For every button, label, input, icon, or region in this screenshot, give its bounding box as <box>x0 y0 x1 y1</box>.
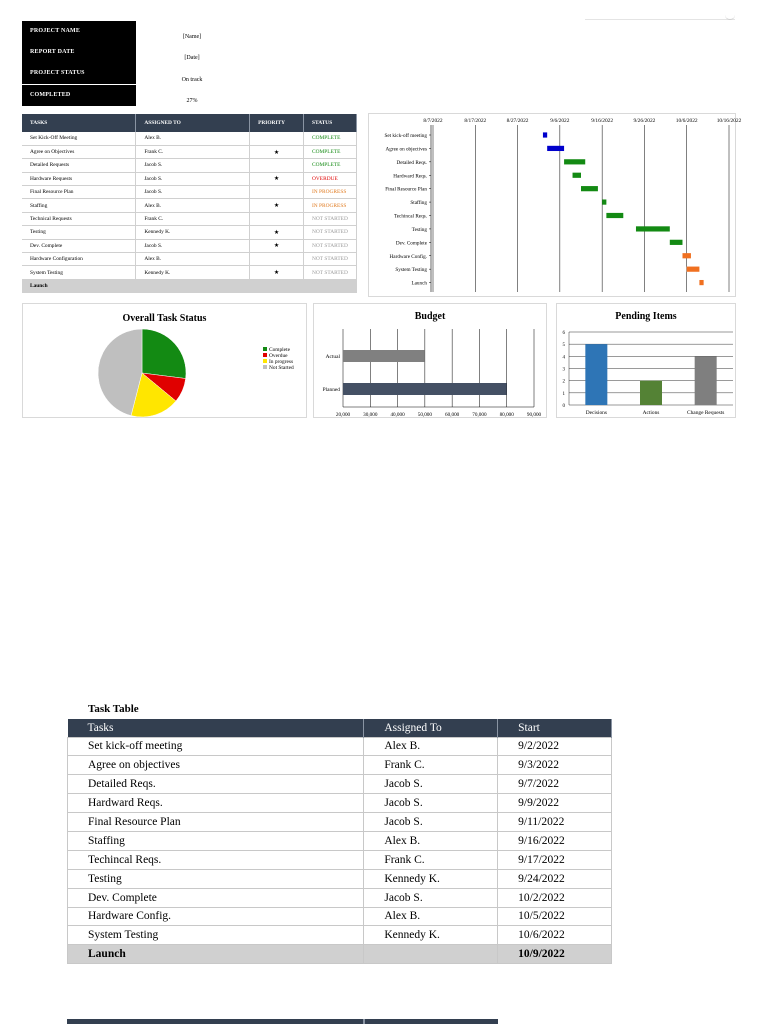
task-cell: Set Kick-Off Meeting <box>22 132 136 145</box>
gantt-bar <box>670 240 683 245</box>
table-row <box>22 253 357 266</box>
pie-svg <box>23 304 306 417</box>
assigned-cell: Jacob S. <box>136 239 250 252</box>
table-header-row <box>22 114 357 132</box>
assigned-cell: Jacob S. <box>364 794 498 813</box>
start-cell: 10/2/2022 <box>498 888 612 907</box>
status-cell: COMPLETE <box>304 145 357 158</box>
status-cell: IN PROGRESS <box>304 186 357 199</box>
task-cell: Hardware Config. <box>68 907 364 926</box>
gantt-x-tick-label: 10/16/2022 <box>716 118 742 124</box>
task-cell: Testing <box>68 869 364 888</box>
gantt-x-tick-label: 8/27/2022 <box>506 118 529 124</box>
project-status-value: On track <box>181 77 203 83</box>
start-cell: 9/9/2022 <box>498 794 612 813</box>
assigned-cell: Jacob S. <box>364 813 498 832</box>
table-row <box>68 831 612 850</box>
pending-svg <box>557 304 735 417</box>
budget-x-tick-label: 20,000 <box>335 412 351 418</box>
assigned-cell: Alex B. <box>364 907 498 926</box>
start-cell: 9/24/2022 <box>498 869 612 888</box>
status-cell: NOT STARTED <box>304 239 357 252</box>
gantt-x-tick-label: 9/16/2022 <box>591 118 614 124</box>
priority-star: ★ <box>250 145 304 158</box>
legend-swatch <box>263 353 267 357</box>
top-right-divider <box>585 19 735 20</box>
assigned-cell: Jacob S. <box>364 888 498 907</box>
gantt-task-label: Testing <box>411 226 427 233</box>
task-cell: Final Resource Plan <box>22 186 136 199</box>
table-row <box>22 266 357 279</box>
task-cell: Detailed Requests <box>22 159 136 172</box>
assigned-cell <box>364 945 498 964</box>
task-cell: Dev. Complete <box>22 239 136 252</box>
priority-star <box>250 279 304 292</box>
gantt-bar <box>699 280 703 285</box>
gantt-x-tick-label: 8/17/2022 <box>464 118 487 124</box>
task-cell: Technical Requests <box>22 212 136 225</box>
assigned-cell: Alex B. <box>136 132 250 145</box>
col-assigned: ASSIGNED TO <box>136 114 250 132</box>
start-cell: 9/2/2022 <box>498 737 612 756</box>
pending-bar <box>640 381 662 405</box>
budget-title: Budget <box>414 311 446 322</box>
project-status-label: PROJECT STATUS <box>22 63 136 84</box>
task-cell: Launch <box>68 945 364 964</box>
assigned-cell: Frank C. <box>364 850 498 869</box>
gantt-x-tick-label: 9/26/2022 <box>633 118 656 124</box>
gantt-x-tick-label: 8/7/2022 <box>423 118 443 124</box>
col-status: STATUS <box>304 114 357 132</box>
gantt-bar <box>682 253 690 258</box>
pending-y-tick-label: 0 <box>562 404 565 409</box>
table-row <box>22 212 357 225</box>
assigned-cell: Kennedy K. <box>136 266 250 279</box>
gantt-task-label: Detailed Reqs. <box>396 159 427 166</box>
budget-x-tick-label: 70,000 <box>472 412 487 418</box>
legend-swatch <box>263 347 267 351</box>
budget-x-tick-label: 90,000 <box>526 412 542 418</box>
pending-bar <box>695 356 717 405</box>
gantt-bar <box>602 199 606 204</box>
status-cell: IN PROGRESS <box>304 199 357 212</box>
pie-slice <box>142 329 186 379</box>
assigned-cell: Frank C. <box>136 145 250 158</box>
gantt-bar <box>636 226 670 231</box>
start-cell: 10/9/2022 <box>498 945 612 964</box>
task-cell: Set kick-off meeting <box>68 737 364 756</box>
col-assigned-to: Assigned To <box>364 719 498 737</box>
table-row <box>22 239 357 252</box>
pending-category-label: Actions <box>642 410 660 416</box>
table-row <box>68 869 612 888</box>
budget-svg <box>314 304 546 417</box>
gantt-svg <box>369 114 742 296</box>
completed-value: 27% <box>186 98 198 104</box>
budget-category-label: Actual <box>325 354 340 360</box>
status-cell: NOT STARTED <box>304 212 357 225</box>
task-table <box>67 719 612 964</box>
table-row <box>68 794 612 813</box>
priority-star <box>250 212 304 225</box>
gantt-task-label: Final Resource Plan <box>385 186 427 193</box>
task-cell: Hardware Configuration <box>22 253 136 266</box>
assigned-cell: Alex B. <box>364 831 498 850</box>
assigned-cell: Frank C. <box>136 212 250 225</box>
gantt-task-label: System Testing <box>395 267 427 274</box>
task-cell: Final Resource Plan <box>68 813 364 832</box>
pending-y-tick-label: 1 <box>562 391 565 397</box>
table-row <box>22 226 357 239</box>
col-tasks: Tasks <box>68 719 364 737</box>
pending-category-label: Decisions <box>585 410 607 416</box>
budget-bar <box>343 383 507 395</box>
task-cell: System Testing <box>22 266 136 279</box>
gantt-task-label: Agree on objectives <box>385 146 427 153</box>
assigned-cell: Frank C. <box>364 756 498 775</box>
pending-y-tick-label: 3 <box>562 367 565 373</box>
priority-star: ★ <box>250 239 304 252</box>
assigned-cell: Jacob S. <box>136 159 250 172</box>
task-cell: Staffing <box>22 199 136 212</box>
gantt-chart <box>368 113 742 297</box>
table-row <box>22 279 357 292</box>
budget-x-tick-label: 40,000 <box>390 412 405 418</box>
legend-label: In progress <box>269 359 294 365</box>
task-cell: Hardware Requests <box>22 172 136 185</box>
pending-y-tick-label: 6 <box>562 331 565 336</box>
legend-label: Overdue <box>269 353 288 359</box>
assigned-cell: Jacob S. <box>136 172 250 185</box>
priority-star <box>250 132 304 145</box>
task-cell: Testing <box>22 226 136 239</box>
budget-x-tick-label: 60,000 <box>445 412 460 418</box>
legend-swatch <box>263 359 267 363</box>
pending-items-panel <box>556 303 736 418</box>
col-tasks: TASKS <box>22 114 136 132</box>
priority-star <box>250 253 304 266</box>
assigned-cell: Alex B. <box>136 199 250 212</box>
status-cell: OVERDUE <box>304 172 357 185</box>
pending-y-tick-label: 4 <box>562 355 565 361</box>
assigned-cell: Kennedy K. <box>364 869 498 888</box>
task-cell: Staffing <box>68 831 364 850</box>
col-priority: PRIORITY <box>250 114 304 132</box>
gantt-bar <box>606 213 623 218</box>
project-name-value: [Name] <box>182 34 202 40</box>
status-cell: COMPLETE <box>304 159 357 172</box>
gantt-task-label: Hardware Config. <box>389 253 427 260</box>
table-row <box>68 926 612 945</box>
table-row <box>68 775 612 794</box>
start-cell: 10/5/2022 <box>498 907 612 926</box>
pending-y-tick-label: 5 <box>562 343 565 349</box>
task-table-title: Task Table <box>88 703 139 715</box>
gantt-task-label: Staffing <box>410 200 427 207</box>
assigned-cell: Jacob S. <box>364 775 498 794</box>
task-cell: Agree on objectives <box>68 756 364 775</box>
gantt-bar <box>547 146 564 151</box>
table-row <box>22 172 357 185</box>
gantt-bar <box>581 186 598 191</box>
budget-x-tick-label: 80,000 <box>499 412 514 418</box>
table-row <box>22 186 357 199</box>
status-cell: NOT STARTED <box>304 253 357 266</box>
gantt-task-label: Hardward Reqs. <box>393 173 427 180</box>
priority-star: ★ <box>250 199 304 212</box>
gantt-bar <box>687 267 700 272</box>
table-row <box>68 907 612 926</box>
task-cell: Agree on Objectives <box>22 145 136 158</box>
task-status-table <box>22 114 357 293</box>
table-row <box>22 159 357 172</box>
budget-bar <box>343 350 425 362</box>
legend-swatch <box>263 365 267 369</box>
priority-star: ★ <box>250 226 304 239</box>
assigned-cell: Alex B. <box>136 253 250 266</box>
next-table-header-divider <box>363 1019 365 1024</box>
priority-star <box>250 159 304 172</box>
assigned-cell <box>136 279 250 292</box>
pending-y-tick-label: 2 <box>562 379 565 385</box>
gantt-bar <box>573 173 581 178</box>
task-cell: Dev. Complete <box>68 888 364 907</box>
table-row <box>68 888 612 907</box>
pending-category-label: Change Requests <box>687 410 725 416</box>
task-cell: Detailed Reqs. <box>68 775 364 794</box>
table-row <box>22 199 357 212</box>
pending-title: Pending Items <box>615 311 677 322</box>
start-cell: 9/7/2022 <box>498 775 612 794</box>
gantt-task-label: Launch <box>411 280 427 287</box>
start-cell: 9/3/2022 <box>498 756 612 775</box>
table-row <box>22 132 357 145</box>
budget-x-tick-label: 30,000 <box>363 412 378 418</box>
table-row <box>68 850 612 869</box>
start-cell: 10/6/2022 <box>498 926 612 945</box>
priority-star: ★ <box>250 172 304 185</box>
start-cell: 9/17/2022 <box>498 850 612 869</box>
task-cell: Hardward Reqs. <box>68 794 364 813</box>
start-cell: 9/16/2022 <box>498 831 612 850</box>
table-row <box>68 737 612 756</box>
assigned-cell: Alex B. <box>364 737 498 756</box>
table-row <box>68 945 612 964</box>
next-table-header-strip <box>67 1019 498 1024</box>
gantt-task-label: Set kick-off meeting <box>384 133 427 139</box>
pending-bar <box>585 344 607 405</box>
col-start: Start <box>498 719 612 737</box>
legend-label: Not Started <box>269 365 294 371</box>
report-date-label: REPORT DATE <box>22 42 136 63</box>
gantt-x-tick-label: 10/6/2022 <box>675 118 698 124</box>
status-cell: NOT STARTED <box>304 266 357 279</box>
status-cell: NOT STARTED <box>304 226 357 239</box>
priority-star: ★ <box>250 266 304 279</box>
status-cell <box>304 279 357 292</box>
report-date-value: [Date] <box>184 55 200 61</box>
gantt-bar <box>564 159 585 164</box>
start-cell: 9/11/2022 <box>498 813 612 832</box>
priority-star <box>250 186 304 199</box>
table-row <box>68 813 612 832</box>
task-table-header-row <box>68 719 612 737</box>
status-cell: COMPLETE <box>304 132 357 145</box>
gantt-bar <box>543 132 547 137</box>
task-cell: System Testing <box>68 926 364 945</box>
gantt-x-tick-label: 9/6/2022 <box>550 118 570 124</box>
assigned-cell: Jacob S. <box>136 186 250 199</box>
task-cell: Launch <box>22 279 136 292</box>
gantt-task-label: Techincal Reqs. <box>393 213 427 220</box>
assigned-cell: Kennedy K. <box>364 926 498 945</box>
task-cell: Techincal Reqs. <box>68 850 364 869</box>
budget-panel <box>313 303 547 418</box>
task-status-pie-panel <box>22 303 307 418</box>
table-row <box>68 756 612 775</box>
budget-x-tick-label: 50,000 <box>417 412 432 418</box>
table-row <box>22 145 357 158</box>
legend-label: Complete <box>269 347 290 353</box>
pie-title: Overall Task Status <box>122 313 207 324</box>
completed-label: COMPLETED <box>22 85 136 106</box>
gantt-task-label: Dev. Complete <box>395 240 427 247</box>
budget-category-label: Planned <box>322 387 340 393</box>
assigned-cell: Kennedy K. <box>136 226 250 239</box>
project-name-label: PROJECT NAME <box>22 21 136 42</box>
